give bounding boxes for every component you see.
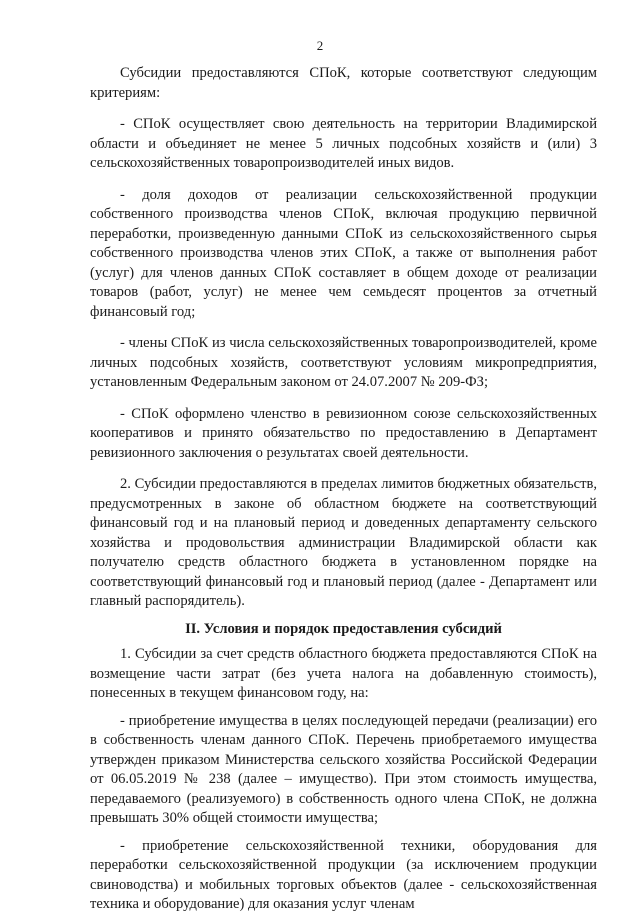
section-heading: II. Условия и порядок предоставления субсидий (185, 620, 502, 637)
section-item-machinery: - приобретение сельскохозяйственной техники, оборудования для переработки сельскохозяйственной продукции (за исключением продукции свиноводства) и мобильных торговых объектов (далее - сельскохозяйственная техника и оборудование) для оказания услуг членам (90, 837, 597, 912)
paragraph-budget-limits: 2. Субсидии предоставляются в пределах лимитов бюджетных обязательств, предусмотренных в законе об областном бюджете на соответствующий финансовый год и на плановый период и доведенных департаменту сельского хозяйства и продовольствия администрации Владимирской области как получателю средств областного бюджета в установленном порядке на соответствующий финансовый год и плановый период (далее - Департамент или главный распорядитель). (90, 476, 597, 609)
criterion-microenterprise: - члены СПоК из числа сельскохозяйственных товаропроизводителей, кроме личных подсобных хозяйств, соответствуют условиям микропредприятия, установленным Федеральным законом от 24.07.2007 № 209-ФЗ; (90, 335, 597, 390)
page-number: 2 (316, 38, 324, 53)
criterion-income-share: - доля доходов от реализации сельскохозяйственной продукции собственного производства членов СПоК, включая продукцию первичной переработки, произведенную данными СПоК из сельскохозяйственного сырья собственного производства членов этих СПоК, а также от выполнения работ (услуг) для членов данных СПоК составляет в общем доходе от реализации товаров (работ, услуг) не менее чем семьдесят процентов за отчетный финансовый год; (90, 186, 597, 320)
criterion-audit-union: - СПоК оформлено членство в ревизионном союзе сельскохозяйственных кооперативов и принято обязательство по предоставлению в Департамент ревизионного заключения о результатах своей деятельности. (90, 405, 597, 461)
document-body (90, 64, 597, 915)
criterion-territory: - СПоК осуществляет свою деятельность на территории Владимирской области и объединяет не менее 5 личных подсобных хозяйств и (или) 3 сельскохозяйственных товаропроизводителей иных видов. (90, 116, 597, 171)
section-paragraph-1: 1. Субсидии за счет средств областного бюджета предоставляются СПоК на возмещение части затрат (без учета налога на добавленную стоимость), понесенных в текущем финансовом году, на: (90, 646, 597, 701)
section-item-property: - приобретение имущества в целях последующей передачи (реализации) его в собственность членам данного СПоК. Перечень приобретаемого имущества утвержден приказом Министерства сельского хозяйства Российской Федерации от 06.05.2019 № 238 (далее – имущество). При этом стоимость имущества, передаваемого (реализуемого) в собственность одного члена СПоК, не должна превышать 30% общей стоимости имущества; (90, 712, 597, 826)
criteria-intro: Субсидии предоставляются СПоК, которые соответствуют следующим критериям: (90, 65, 597, 101)
